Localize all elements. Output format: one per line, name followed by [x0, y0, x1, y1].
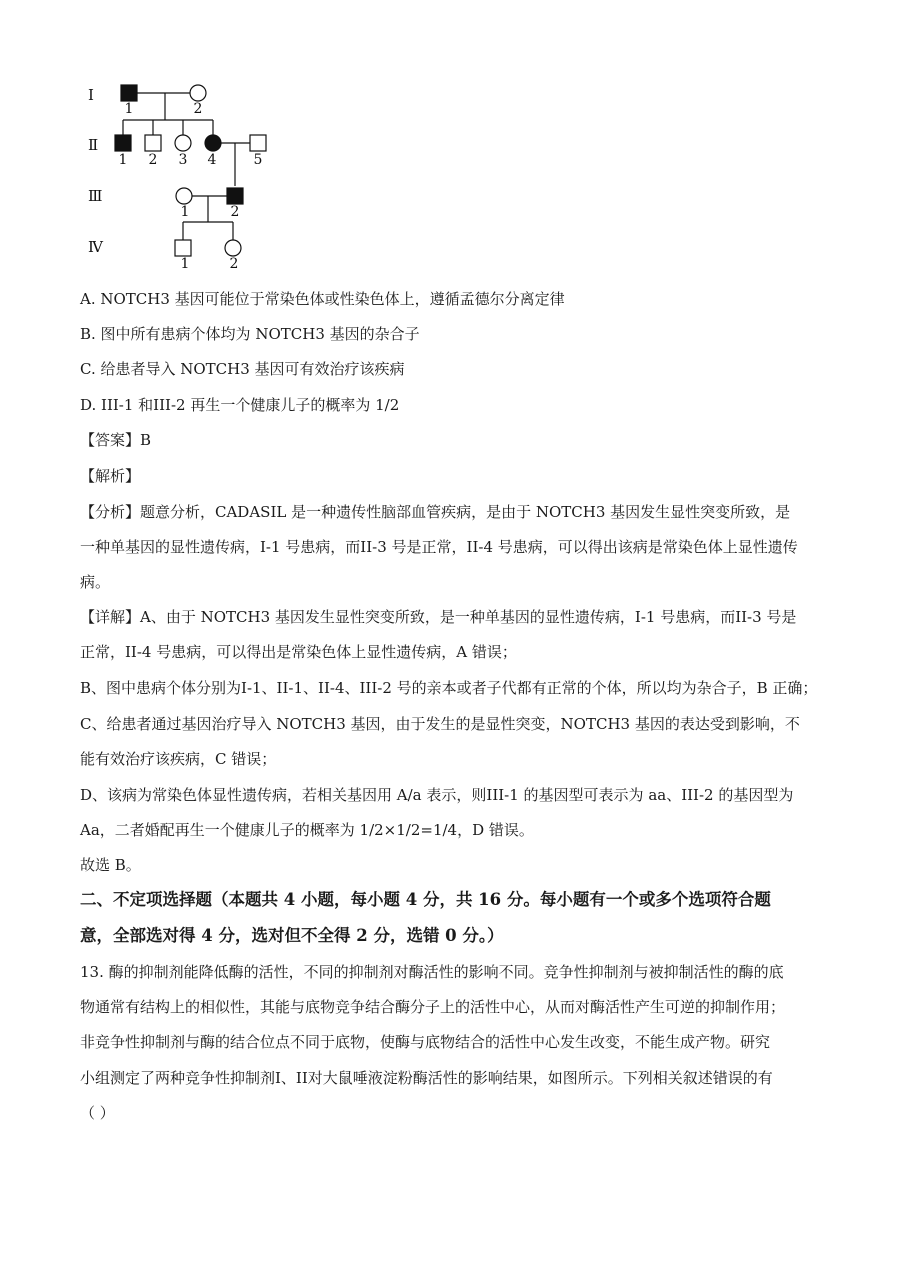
- option-b: B. 图中所有患病个体均为 NOTCH3 基因的杂合子: [80, 325, 420, 343]
- individual-II-3-female: [175, 135, 191, 151]
- detail-line: B、图中患病个体分别为I-1、II-1、II-4、III-2 号的亲本或者子代都有正常的个体，所以均为杂合子，B 正确；: [80, 679, 818, 697]
- individual-II-1-affected-male: [115, 135, 131, 151]
- detail-line: Aa，二者婚配再生一个健康儿子的概率为 1/2×1/2=1/4，D 错误。: [80, 821, 534, 839]
- option-c: C. 给患者导入 NOTCH3 基因可有效治疗该疾病: [80, 360, 405, 378]
- individual-IV-2-female: [225, 240, 241, 256]
- individual-III-1-female: [176, 188, 192, 204]
- section-heading: 意，全部选对得 4 分，选对但不全得 2 分，选错 0 分。）: [80, 926, 504, 945]
- analysis-line: 一种单基因的显性遗传病，I-1 号患病，而II-3 号是正常，II-4 号患病，可以得出该病是常染色体上显性遗传: [80, 538, 798, 556]
- section-heading: 二、不定项选择题（本题共 4 小题，每小题 4 分，共 16 分。每小题有一个或多个选项符合题: [80, 890, 771, 909]
- individual-number: 2: [230, 204, 240, 220]
- conclusion: 故选 B。: [80, 856, 141, 874]
- question-13-line: 小组测定了两种竞争性抑制剂I、II对大鼠唾液淀粉酶活性的影响结果，如图所示。下列相关叙述错误的有: [80, 1069, 773, 1087]
- individual-II-2-male: [145, 135, 161, 151]
- individual-II-5-male: [250, 135, 266, 151]
- detail-line: C、给患者通过基因治疗导入 NOTCH3 基因，由于发生的是显性突变，NOTCH3 基因的表达受到影响，不: [80, 715, 800, 733]
- individual-number: 1: [180, 204, 190, 220]
- individual-number: 1: [180, 256, 190, 272]
- generation-label-1: Ⅰ: [88, 86, 94, 104]
- detail-line: D、该病为常染色体显性遗传病，若相关基因用 A/a 表示，则III-1 的基因型可表示为 aa、III-2 的基因型为: [80, 786, 794, 804]
- analysis-line: 病。: [80, 573, 111, 591]
- pedigree-chart: [0, 0, 300, 275]
- individual-I-1-affected-male: [121, 85, 137, 101]
- individual-number: 1: [124, 101, 134, 117]
- answer: 【答案】B: [80, 431, 152, 449]
- question-13-line: 13. 酶的抑制剂能降低酶的活性，不同的抑制剂对酶活性的影响不同。竞争性抑制剂与被抑制活性的酶的底: [80, 963, 784, 981]
- individual-number: 5: [253, 152, 263, 168]
- individual-number: 3: [178, 152, 188, 168]
- individual-number: 1: [118, 152, 128, 168]
- individual-III-2-affected-male: [227, 188, 243, 204]
- individual-IV-1-male: [175, 240, 191, 256]
- answer-blank: （ ）: [80, 1104, 115, 1122]
- generation-label-4: Ⅳ: [88, 238, 103, 256]
- detail-line: 【详解】A、由于 NOTCH3 基因发生显性突变所致，是一种单基因的显性遗传病，I-1 号患病，而II-3 号是: [80, 608, 797, 626]
- generation-label-3: Ⅲ: [88, 187, 103, 205]
- individual-number: 4: [207, 152, 217, 168]
- question-13-line: 物通常有结构上的相似性，其能与底物竞争结合酶分子上的活性中心，从而对酶活性产生可逆的抑制作用；: [80, 998, 786, 1016]
- analysis-heading: 【解析】: [80, 467, 141, 485]
- detail-line: 能有效治疗该疾病，C 错误；: [80, 750, 277, 768]
- individual-number: 2: [148, 152, 158, 168]
- individual-number: 2: [193, 101, 203, 117]
- individual-number: 2: [229, 256, 239, 272]
- question-13-line: 非竞争性抑制剂与酶的结合位点不同于底物，使酶与底物结合的活性中心发生改变，不能生成产物。研究: [80, 1033, 771, 1051]
- individual-II-4-affected-female: [205, 135, 221, 151]
- option-a: A. NOTCH3 基因可能位于常染色体或性染色体上，遵循孟德尔分离定律: [80, 290, 565, 308]
- individual-I-2-female: [190, 85, 206, 101]
- generation-label-2: Ⅱ: [88, 136, 99, 154]
- detail-line: 正常，II-4 号患病，可以得出是常染色体上显性遗传病，A 错误；: [80, 643, 517, 661]
- analysis-line: 【分析】题意分析，CADASIL 是一种遗传性脑部血管疾病，是由于 NOTCH3 基因发生显性突变所致，是: [80, 503, 791, 521]
- option-d: D. III-1 和III-2 再生一个健康儿子的概率为 1/2: [80, 396, 400, 414]
